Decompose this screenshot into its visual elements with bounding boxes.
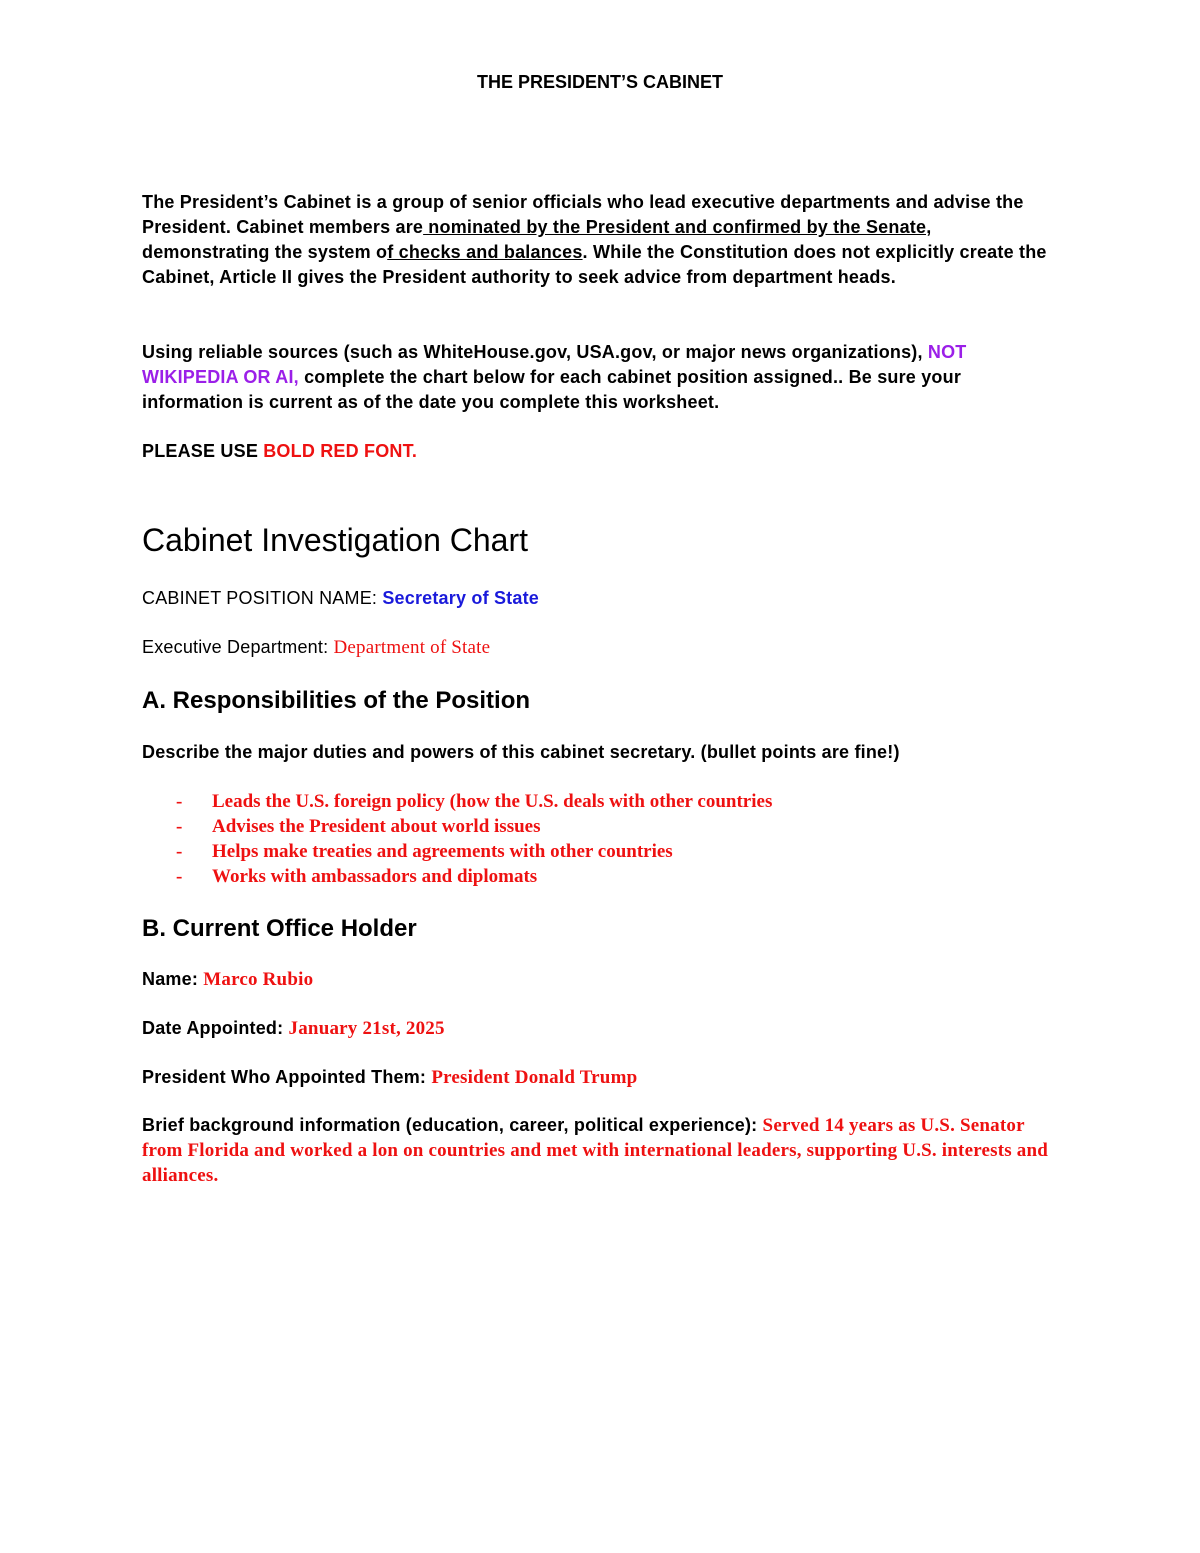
- intro-text-3: . While the Constitution does not explicitly create the Cabinet, Article II gives the President authority to seek advice from department heads.: [142, 242, 1047, 287]
- date-appointed-label: Date Appointed:: [142, 1018, 289, 1038]
- bullet-dash: -: [176, 816, 183, 837]
- holder-name-value: Marco Rubio: [203, 969, 314, 990]
- bullet-dash: -: [176, 866, 183, 887]
- department-line: [142, 635, 1062, 660]
- appointing-president-label: President Who Appointed Them:: [142, 1067, 432, 1087]
- date-appointed-line: [142, 1016, 1062, 1041]
- intro-paragraph: [142, 190, 1062, 290]
- font-instruction: [142, 439, 1062, 464]
- position-name-value: Secretary of State: [382, 588, 539, 608]
- responsibilities-list: [176, 789, 772, 889]
- bullet-text: Helps make treaties and agreements with other countries: [212, 841, 673, 862]
- section-a-prompt: Describe the major duties and powers of this cabinet secretary. (bullet points are fine!): [142, 742, 900, 762]
- position-name-line: [142, 586, 1062, 611]
- background-paragraph: [142, 1113, 1062, 1188]
- list-item: [176, 814, 772, 839]
- appointing-president-value: President Donald Trump: [431, 1067, 638, 1088]
- intro-text-2: demonstrating the system o: [142, 242, 388, 262]
- list-item: [176, 839, 772, 864]
- position-name-label: CABINET POSITION NAME:: [142, 588, 383, 608]
- holder-name-line: [142, 967, 1062, 992]
- instructions-text-2: complete the chart below for each cabinet position assigned.. Be sure your information is current as of the date you complete this worksheet.: [142, 367, 962, 412]
- section-a-heading: A. Responsibilities of the Position: [142, 687, 531, 714]
- bullet-text: Works with ambassadors and diplomats: [212, 866, 538, 887]
- date-appointed-value: January 21st, 2025: [288, 1018, 445, 1039]
- instructions-text-1: Using reliable sources (such as WhiteHouse.gov, USA.gov, or major news organizations),: [142, 342, 928, 362]
- font-instruction-highlight: BOLD RED FONT.: [263, 441, 418, 461]
- instructions-paragraph: [142, 340, 1062, 415]
- appointing-president-line: [142, 1065, 1062, 1090]
- department-label: Executive Department:: [142, 637, 334, 657]
- department-value: Department of State: [333, 637, 491, 658]
- intro-underline-checks: f checks and balances: [387, 242, 583, 262]
- bullet-dash: -: [176, 791, 183, 812]
- section-b-heading: B. Current Office Holder: [142, 915, 417, 942]
- no-wikipedia-warning: NOT WIKIPEDIA OR AI,: [142, 342, 967, 387]
- bullet-text: Leads the U.S. foreign policy (how the U.S. deals with other countries: [212, 791, 773, 812]
- holder-name-label: Name:: [142, 969, 204, 989]
- background-label: Brief background information (education, career, political experience):: [142, 1115, 763, 1135]
- font-instruction-label: PLEASE USE: [142, 441, 264, 461]
- intro-text-1: The President’s Cabinet is a group of senior officials who lead executive departments and advise the President. Cabinet members are: [142, 192, 1024, 237]
- background-value: Served 14 years as U.S. Senator from Florida and worked a lon on countries and met with international leaders, supporting U.S. interests and alliances.: [142, 1115, 1049, 1186]
- chart-title: Cabinet Investigation Chart: [142, 522, 528, 558]
- bullet-dash: -: [176, 841, 183, 862]
- document-title: THE PRESIDENT’S CABINET: [476, 72, 724, 92]
- list-item: [176, 864, 772, 889]
- bullet-text: Advises the President about world issues: [212, 816, 541, 837]
- list-item: [176, 789, 772, 814]
- intro-underline-nominated: nominated by the President and confirmed by the Senate,: [423, 217, 932, 237]
